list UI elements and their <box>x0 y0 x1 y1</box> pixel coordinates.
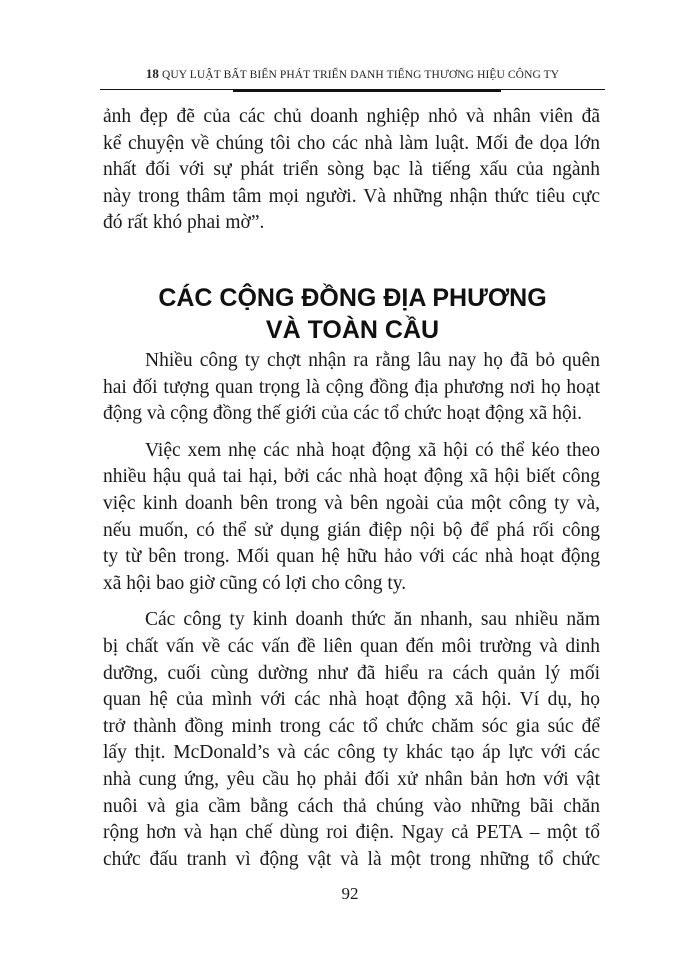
text-line: xã hội bao giờ cũng có lợi cho công ty. <box>103 572 407 594</box>
text-line: lấy thịt. McDonald’s và các công ty khác tạo áp lực với các <box>103 742 600 764</box>
text-line: chức đấu tranh vì động vật và là một trong những tổ chức <box>103 848 600 870</box>
heading-line: CÁC CỘNG ĐỒNG ĐỊA PHƯƠNG <box>158 284 547 312</box>
text-line: quan hệ của mình với các nhà hoạt động xã hội. Ví dụ, họ <box>103 689 600 711</box>
intro-paragraph <box>103 104 600 237</box>
section-heading <box>100 282 605 346</box>
text-line: Việc xem nhẹ các nhà hoạt động xã hội có thể kéo theo <box>145 439 600 461</box>
text-line: này trong thâm tâm mọi người. Và những nhận thức tiêu cực <box>103 185 600 207</box>
text-line: kể chuyện về chúng tôi cho các nhà làm luật. Mối đe dọa lớn <box>103 132 600 154</box>
paragraph <box>103 348 600 428</box>
text-line: nhất đối với sự phát triển sòng bạc là tiếng xấu của ngành <box>103 159 600 181</box>
text-line: rộng hơn và hạn chế dùng roi điện. Ngay cả PETA – một tổ <box>103 822 600 844</box>
text-line: hai đối tượng quan trọng là cộng đồng địa phương nơi họ hoạt <box>103 376 600 398</box>
paragraph <box>103 438 600 598</box>
text-line: ty từ bên trong. Mối quan hệ hữu hảo với các nhà hoạt động <box>103 546 600 568</box>
text-line: nhiều hậu quả tai hại, bởi các nhà hoạt động xã hội biết công <box>103 466 600 488</box>
text-line: đó rất khó phai mờ”. <box>103 212 265 234</box>
text-line: dưỡng, cuối cùng dường như đã hiểu ra cách quản lý mối <box>103 662 600 684</box>
text-line: ảnh đẹp đẽ của các chủ doanh nghiệp nhỏ và nhân viên đã <box>103 106 600 127</box>
running-head-title: QUY LUẬT BẤT BIẾN PHÁT TRIỂN DANH TIẾNG THƯƠNG HIỆU CÔNG TY <box>162 69 560 81</box>
header-rule-accent <box>233 89 501 92</box>
text-line: động và cộng đồng thế giới của các tổ chức hoạt động xã hội. <box>103 403 582 425</box>
text-line: nhà cung ứng, yêu cầu họ phải đối xử nhân bản hơn với vật <box>103 768 600 790</box>
text-line: nuôi và gia cầm bằng cách thả chúng vào những bãi chăn <box>103 795 600 817</box>
text-line: trở thành đồng minh trong các tổ chức chăm sóc gia súc để <box>103 715 600 737</box>
heading-line: VÀ TOÀN CẦU <box>265 316 440 344</box>
paragraph <box>103 607 600 873</box>
page-number: 92 <box>341 884 359 903</box>
text-line: nếu muốn, có thể sử dụng gián điệp nội bộ để phá rối công <box>103 519 600 541</box>
body-text <box>103 348 600 883</box>
running-head <box>100 66 605 82</box>
text-line: Nhiều công ty chợt nhận ra rằng lâu nay họ đã bỏ quên <box>145 350 600 371</box>
text-line: Các công ty kinh doanh thức ăn nhanh, sau nhiều năm <box>145 609 600 631</box>
running-head-number: 18 <box>145 66 160 81</box>
text-line: việc kinh doanh bên trong và bên ngoài của một công ty và, <box>103 492 600 514</box>
text-line: bị chất vấn về các vấn đề liên quan đến môi trường và dinh <box>103 635 600 657</box>
